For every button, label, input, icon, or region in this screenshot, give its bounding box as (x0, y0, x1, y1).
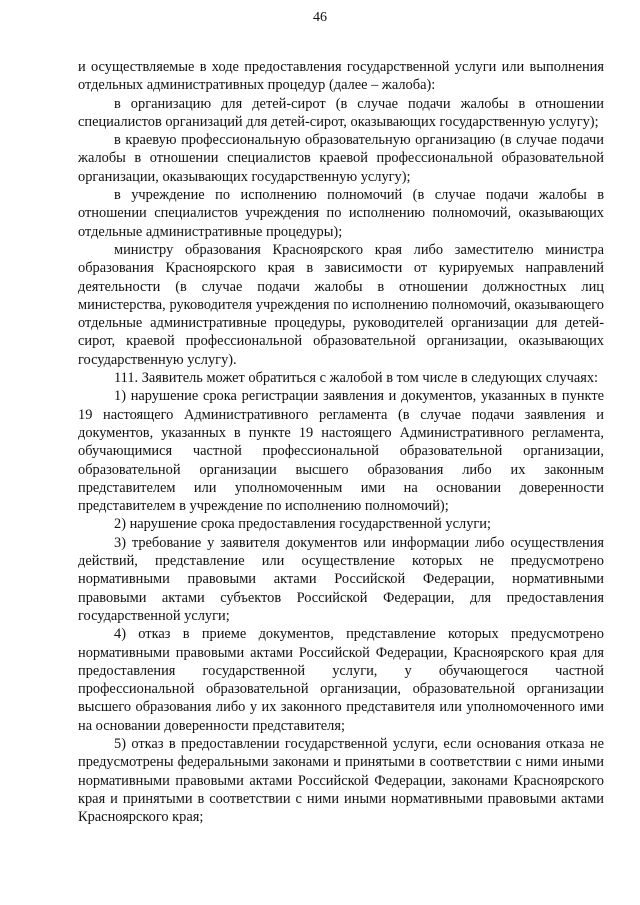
document-body (78, 58, 604, 826)
paragraph-case-4: 4) отказ в приеме документов, представление которых предусмотрено нормативными правовыми актами Российской Федерации, Красноярского края для предоставления государственной услуги, у обучающегося частной профессиональной образовательной организации, образовательной организации высшего образования либо у их законного представителя или уполномоченного ими на основании доверенности представителя; (78, 626, 604, 734)
paragraph-minister: министру образования Красноярского края либо заместителю министра образования Красноярского края в зависимости от курируемых направлений деятельности (в случае подачи жалобы в отношении должностных лиц министерства, руководителя учреждения по исполнению полномочий, оказывающего отдельные административные процедуры, руководителей организации для детей-сирот, краевой профессиональной образовательной организации, оказывающих государственную услугу). (78, 241, 604, 368)
paragraph-vocational-organization: в краевую профессиональную образовательную организацию (в случае подачи жалобы в отношении специалистов краевой профессиональной образовательной организации, оказывающих государственную услугу); (78, 132, 604, 185)
paragraph-authority-institution: в учреждение по исполнению полномочий (в случае подачи жалобы в отношении специалистов учреждения по исполнению полномочий, оказывающих отдельные административные процедуры); (78, 187, 604, 240)
paragraph-item-111: 111. Заявитель может обратиться с жалобой в том числе в следующих случаях: (114, 370, 599, 387)
paragraph-case-3: 3) требование у заявителя документов или информации либо осуществления действий, представление или осуществление которых не предусмотрено нормативными правовыми актами Российской Федерации, нормативными правовыми актами субъектов Российской Федерации, для предоставления государственной услуги; (78, 534, 604, 624)
paragraph-case-5: 5) отказ в предоставлении государственной услуги, если основания отказа не предусмотрены федеральными законами и принятыми в соответствии с ними иными нормативными правовыми актами Российской Федерации, законами Красноярского края и принятыми в соответствии с ними иными нормативными правовыми актами Красноярского края; (78, 735, 604, 826)
paragraph-complaint-intro: и осуществляемые в ходе предоставления государственной услуги или выполнения отдельных административных процедур (далее – жалоба): (78, 59, 604, 94)
paragraph-case-1: 1) нарушение срока регистрации заявления и документов, указанных в пункте 19 настоящего Административного регламента (в случае подачи заявления и документов, указанных в пункте 19 настоящего Административного регламента, обучающимися частной профессиональной образовательной организации, образовательной организации высшего образования либо их законным представителем или уполномоченным ими на основании доверенности представителем в учреждение по исполнению полномочий); (78, 388, 604, 515)
paragraph-orphan-organization: в организацию для детей-сирот (в случае подачи жалобы в отношении специалистов организаций для детей-сирот, оказывающих государственную услугу); (78, 95, 604, 130)
page-number: 46 (313, 10, 327, 25)
paragraph-case-2: 2) нарушение срока предоставления государственной услуги; (114, 516, 491, 533)
